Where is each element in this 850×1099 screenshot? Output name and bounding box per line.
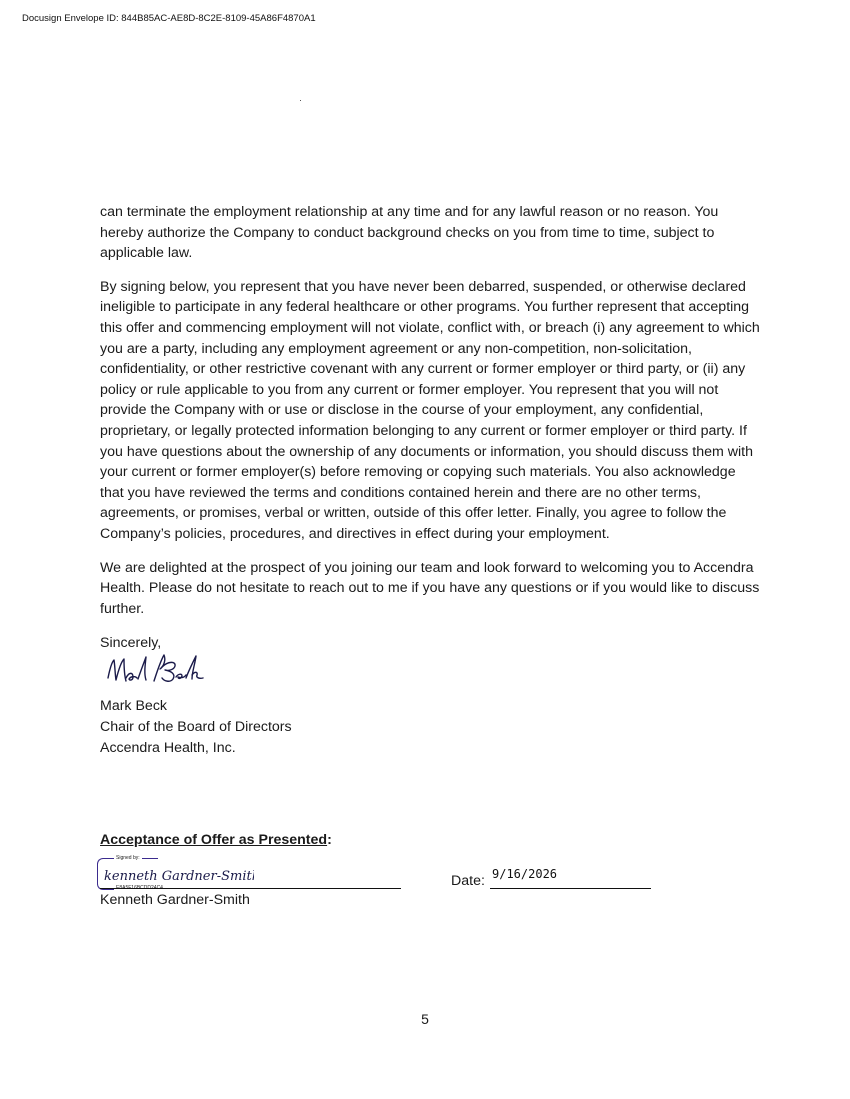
docusign-signed-by-label: Signed by: xyxy=(116,855,140,861)
signer-company: Accendra Health, Inc. xyxy=(100,739,236,756)
acceptance-heading-colon: : xyxy=(327,832,332,848)
acceptance-heading-text: Acceptance of Offer as Presented xyxy=(100,832,328,848)
acceptor-name: Kenneth Gardner-Smith xyxy=(100,892,250,908)
acceptance-heading xyxy=(100,832,332,848)
signer-name: Mark Beck xyxy=(100,697,168,714)
date-label: Date: xyxy=(451,873,485,889)
docusign-envelope-id: Docusign Envelope ID: 844B85AC-AE8D-8C2E-8109-45A86F4870A1 xyxy=(22,13,316,24)
stray-mark xyxy=(300,100,301,101)
signer-block xyxy=(100,696,760,759)
letter-body xyxy=(100,202,760,759)
date-value: 9/16/2026 xyxy=(492,867,558,881)
paragraph-welcome: We are delighted at the prospect of you joining our team and look forward to welcoming you to Accendra Health. Please do not hesitate to reach out to me if you have any questions or if you would like to discuss further. xyxy=(100,559,760,617)
kenneth-gardner-smith-signature xyxy=(104,864,254,891)
paragraph-employment-at-will: can terminate the employment relationship at any time and for any lawful reason or no reason. You hereby authorize the Company to conduct background checks on you from time to time, subject to applicable law. xyxy=(100,204,719,262)
mark-beck-signature xyxy=(100,654,760,696)
date-line xyxy=(490,888,651,889)
handwritten-signature-icon xyxy=(104,864,254,886)
handwritten-signature-icon xyxy=(102,648,232,696)
page-number: 5 xyxy=(421,1011,429,1027)
signature-line xyxy=(100,888,401,889)
signature-text: kenneth Gardner-Smith xyxy=(104,869,254,884)
signer-title: Chair of the Board of Directors xyxy=(100,718,292,735)
closing-salutation: Sincerely, xyxy=(100,635,162,652)
paragraph-representations: By signing below, you represent that you have never been debarred, suspended, or otherwise declared ineligible to participate in any federal healthcare or other programs. You further represent that accepting this offer and commencing employment will not violate, conflict with, or breach (i) any agreement to which you are a party, including any employment agreement or any non-competition, non-solicitation, confidentiality, or other restrictive covenant with any current or former employer or third party, or (ii) any policy or rule applicable to you from any current or former employer. You represent that you will not provide the Company with or use or disclose in the course of your employment, any confidential, proprietary, or legally protected information belonging to any current or former employer or third party. If you have questions about the ownership of any documents or information, you should discuss them with your current or former employer(s) before removing or copying such materials. You also acknowledge that you have reviewed the terms and conditions contained herein and there are no other terms, agreements, or promises, verbal or written, outside of this offer letter. Finally, you agree to follow the Company’s policies, procedures, and directives in effect during your employment. xyxy=(100,278,760,542)
